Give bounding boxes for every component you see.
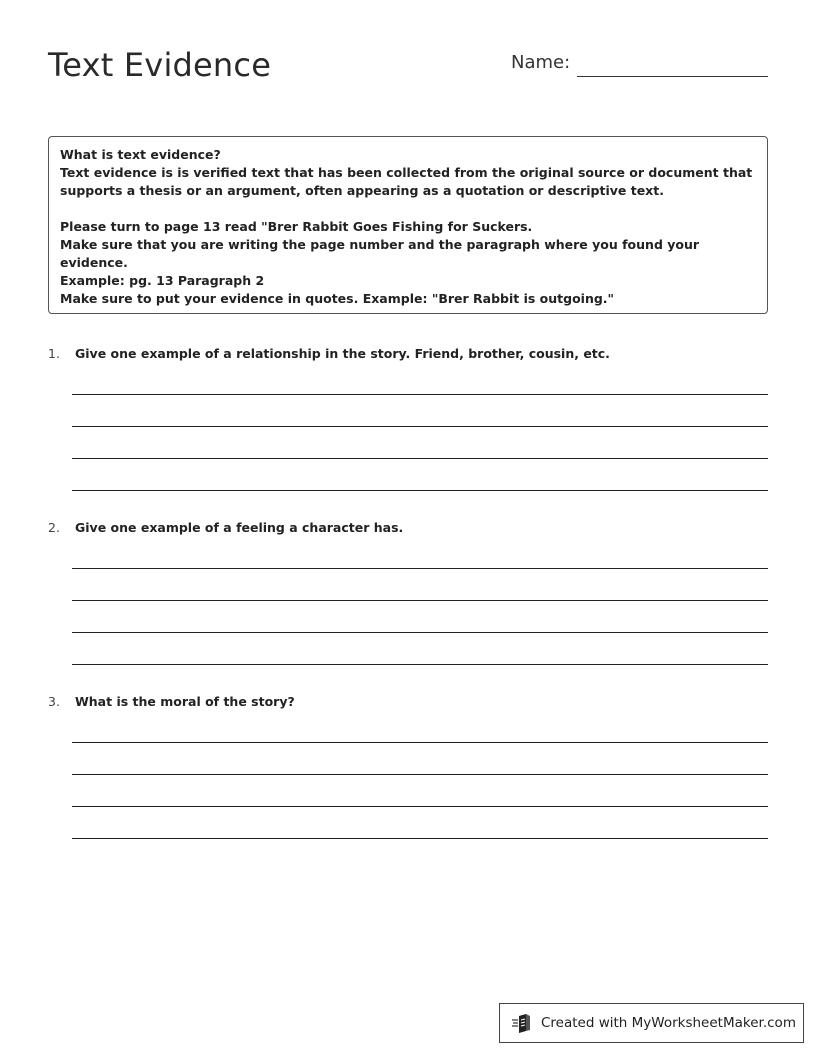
answer-line[interactable] bbox=[72, 774, 768, 775]
page-title: Text Evidence bbox=[48, 46, 272, 84]
info-example: Example: pg. 13 Paragraph 2 bbox=[60, 273, 265, 288]
answer-line[interactable] bbox=[72, 742, 768, 743]
question-number: 1. bbox=[48, 346, 60, 361]
answer-line[interactable] bbox=[72, 600, 768, 601]
answer-line[interactable] bbox=[72, 632, 768, 633]
name-field[interactable] bbox=[511, 52, 768, 80]
answer-line[interactable] bbox=[72, 458, 768, 459]
answer-line[interactable] bbox=[72, 490, 768, 491]
worksheet-maker-logo-icon bbox=[511, 1012, 533, 1034]
instructions-box bbox=[48, 136, 768, 314]
answer-line[interactable] bbox=[72, 426, 768, 427]
info-definition: Text evidence is is verified text that has been collected from the original source or document that supports a thesis or an argument, often appearing as a quotation or descriptive text. bbox=[60, 165, 753, 198]
footer-badge[interactable] bbox=[499, 1003, 804, 1043]
footer-text: Created with MyWorksheetMaker.com bbox=[541, 1015, 796, 1031]
question-text: Give one example of a feeling a character has. bbox=[75, 520, 404, 535]
info-page-instruction: Make sure that you are writing the page number and the paragraph where you found your evidence. bbox=[60, 237, 700, 270]
answer-line[interactable] bbox=[72, 568, 768, 569]
question-number: 3. bbox=[48, 694, 60, 709]
name-label: Name: bbox=[511, 52, 571, 73]
info-quotes-instruction: Make sure to put your evidence in quotes. Example: "Brer Rabbit is outgoing." bbox=[60, 291, 615, 306]
question-number: 2. bbox=[48, 520, 60, 535]
answer-line[interactable] bbox=[72, 806, 768, 807]
info-question: What is text evidence? bbox=[60, 147, 221, 162]
name-line[interactable] bbox=[577, 76, 768, 77]
info-reading-instruction: Please turn to page 13 read "Brer Rabbit Goes Fishing for Suckers. bbox=[60, 219, 533, 234]
answer-line[interactable] bbox=[72, 394, 768, 395]
answer-line[interactable] bbox=[72, 664, 768, 665]
question-text: Give one example of a relationship in the story. Friend, brother, cousin, etc. bbox=[75, 346, 610, 361]
answer-line[interactable] bbox=[72, 838, 768, 839]
question-text: What is the moral of the story? bbox=[75, 694, 295, 709]
